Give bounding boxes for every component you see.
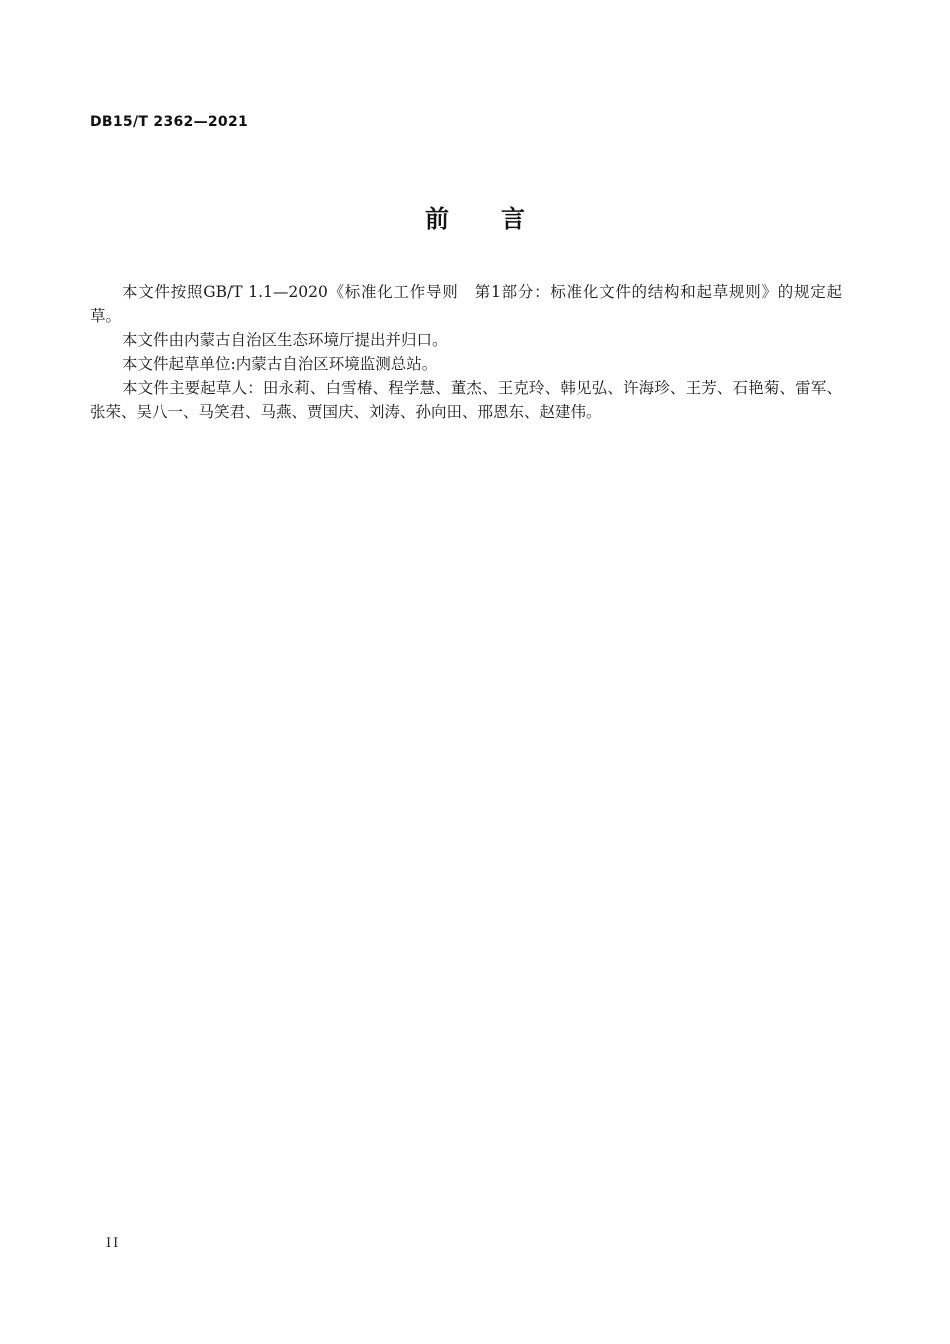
- page-title: [0, 199, 950, 234]
- paragraph-proposer: 本文件由内蒙古自治区生态环境厅提出并归口。: [122, 331, 448, 349]
- paragraph-drafters: 本文件主要起草人：田永莉、白雪椿、程学慧、董杰、王克玲、韩见弘、许海珍、王芳、石艳菊、雷军、张荣、吴八一、马笑君、马燕、贾国庆、刘涛、孙向田、邢恩东、赵建伟。: [90, 379, 842, 421]
- page-number: II: [106, 1236, 121, 1251]
- document-code: DB15/T 2362—2021: [90, 114, 249, 130]
- title-char-2: 言: [501, 205, 525, 233]
- paragraph-drafting-unit: 本文件起草单位:内蒙古自治区环境监测总站。: [122, 355, 438, 373]
- title-char-1: 前: [425, 205, 449, 233]
- foreword-body: [90, 280, 842, 424]
- paragraph-standard-basis: 本文件按照GB/T 1.1—2020《标准化工作导则 第1部分：标准化文件的结构和起草规则》的规定起草。: [90, 283, 842, 325]
